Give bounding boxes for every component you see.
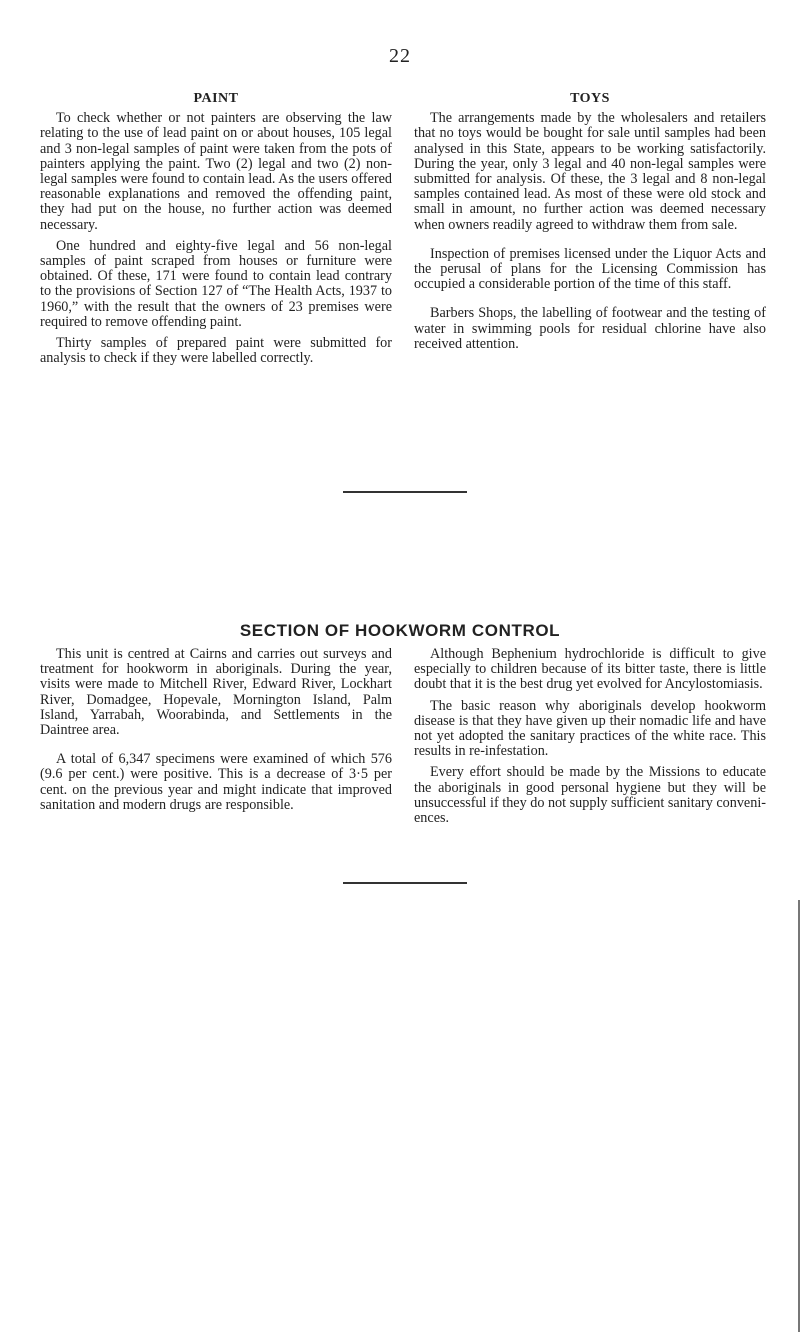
paint-paragraph-3: Thirty samples of prepared paint were submitted for analysis to check if they were labelled correctly. bbox=[40, 335, 392, 367]
paint-heading: PAINT bbox=[193, 91, 239, 106]
toys-column bbox=[414, 91, 766, 358]
paint-paragraph-2: One hundred and eighty-five legal and 56 non-legal samples of paint scraped from houses or furniture were obtained. Of these, 171 were found to contain lead contrary to the provisions of Section 127 of “The Health Acts, 1937 to 1960,” with the result that the owners of 23 premises were required to remove offending paint. bbox=[40, 237, 392, 330]
hookworm-left-column bbox=[40, 647, 392, 819]
hookworm-left-paragraph-1: This unit is centred at Cairns and carries out surveys and treatment for hookworm in aboriginals. During the year, visits were made to Mitchell River, Edward River, Lockhart River, Domadgee, Hopevale, Mornington Island, Palm Island, Yarrabah, Woorabinda, and Settlements in the Daintree area. bbox=[40, 646, 392, 739]
hookworm-right-column bbox=[414, 647, 766, 832]
hookworm-left-paragraph-2: A total of 6,347 specimens were examined of which 576 (9.6 per cent.) were positive. This is a decrease of 3·5 per cent. on the previous year and might indicate that improved sanitation and modern drugs are responsible. bbox=[40, 751, 392, 813]
toys-heading: TOYS bbox=[570, 91, 610, 106]
paint-column bbox=[40, 91, 392, 372]
hookworm-right-paragraph-3: Every effort should be made by the Missions to educate the aboriginals in good personal hygiene but they will be unsuccessful if they do not supply sufficient sanitary conveniences. bbox=[414, 764, 766, 827]
hookworm-section-title: SECTION OF HOOKWORM CONTROL bbox=[239, 621, 561, 640]
hookworm-right-paragraph-1: Although Bephenium hydrochloride is difficult to give especially to children because of its bitter taste, there is little doubt that it is the best drug yet evolved for Ancylostomiasis. bbox=[414, 646, 766, 693]
section-divider-bottom bbox=[343, 882, 467, 884]
paint-paragraph-1: To check whether or not painters are observing the law relating to the use of lead paint on or about houses, 105 legal and 3 non-legal samples of paint were taken from the pots of painters applying the paint. Two (2) legal and two (2) non-legal samples were found to contain lead. As the users offered reasonable explanations and removed the offending paint, they had put on the house, no further action was deemed necessary. bbox=[40, 110, 392, 233]
hookworm-right-paragraph-2: The basic reason why aboriginals develop hookworm disease is that they have given up their nomadic life and have not yet adopted the sanitary practices of the white race. This results in re-infestation. bbox=[414, 697, 766, 760]
section-divider-top bbox=[343, 491, 467, 493]
toys-paragraph-3: Barbers Shops, the labelling of footwear and the testing of water in swimming pools for residual chlorine have also received attention. bbox=[414, 305, 766, 352]
toys-paragraph-1: The arrangements made by the wholesalers and retailers that no toys would be bought for sale until samples had been analysed in this State, appears to be working satisfactorily. During the year, only 3 legal and 40 non-legal samples were submitted for analysis. Of these, the 3 legal and 8 non-legal samples contained lead. As most of these were old stock and small in amount, no further action was deemed necessary when owners readily agreed to withdraw them from sale. bbox=[414, 110, 766, 233]
toys-paragraph-2: Inspection of premises licensed under the Liquor Acts and the perusal of plans for the Licensing Commission has occupied a considerable portion of the time of this staff. bbox=[414, 245, 766, 293]
page-number: 22 bbox=[389, 45, 411, 67]
